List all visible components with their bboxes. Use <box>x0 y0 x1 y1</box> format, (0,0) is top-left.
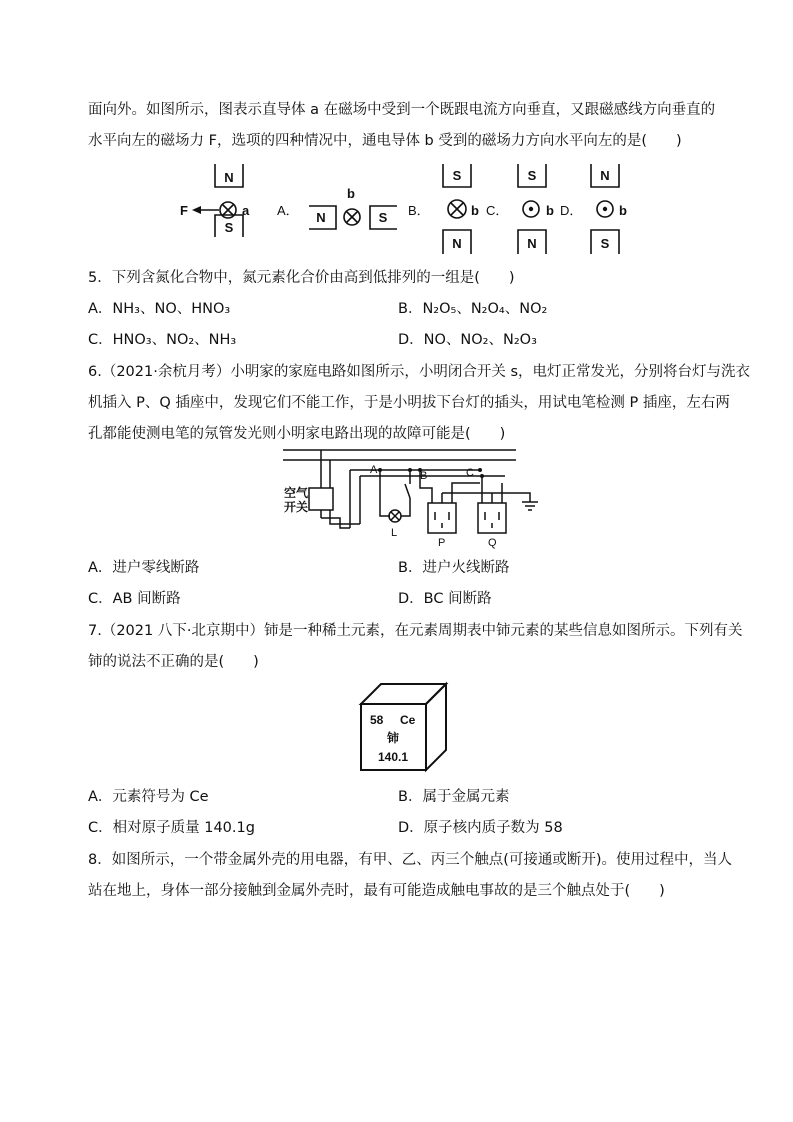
q5-option-a[interactable]: A．NH₃、NO、HNO₃ <box>88 301 231 317</box>
q6-option-d[interactable]: D．BC 间断路 <box>398 591 492 607</box>
q4-c-pole-s: S <box>527 168 537 183</box>
q5-option-b[interactable]: B．N₂O₅、N₂O₄、NO₂ <box>398 301 548 317</box>
q6-text-line2: 机插入 P、Q 插座中，发现它们不能工作，于是小明拔下台灯的插头，用试电笔检测 P 插座，左右两 <box>88 395 730 411</box>
q5-stem: 5．下列含氮化合物中，氮元素化合价由高到低排列的一组是( ) <box>88 270 515 286</box>
q6-node-a: A <box>370 464 378 476</box>
q4-b-pole-s: S <box>452 168 462 183</box>
q7-option-c[interactable]: C．相对原子质量 140.1g <box>88 820 255 836</box>
q8-text-line2: 站在地上，身体一部分接触到金属外壳时，最有可能造成触电事故的是三个触点处于( ) <box>88 883 665 899</box>
q6-option-b[interactable]: B．进户火线断路 <box>398 560 510 576</box>
q4-a-pole-s: S <box>378 210 388 225</box>
q4-c-conductor-b: b <box>546 203 554 218</box>
q6-option-c[interactable]: C．AB 间断路 <box>88 591 181 607</box>
q6-air-switch-label-2: 开关 <box>284 500 309 514</box>
q7-element-symbol: Ce <box>400 713 416 727</box>
q4-b-pole-n: N <box>452 236 462 251</box>
q4-b-conductor-b: b <box>471 203 479 218</box>
q6-household-circuit-figure <box>0 448 793 558</box>
q8-text-line1: 8．如图所示，一个带金属外壳的用电器，有甲、乙、丙三个触点(可接通或断开)。使用过程中，当人 <box>88 852 733 868</box>
q7-element-cube-figure <box>0 680 793 780</box>
q7-text-line1: 7.（2021 八下·北京期中）铈是一种稀土元素，在元素周期表中铈元素的某些信息如图所示。下列有关 <box>88 623 743 639</box>
q4-d-pole-s: S <box>600 236 610 251</box>
q4-opt-b-label: B． <box>408 203 430 218</box>
q6-node-b: B <box>420 470 428 482</box>
q4-opt-c-label: C． <box>486 203 509 218</box>
q6-option-a[interactable]: A．进户零线断路 <box>88 560 200 576</box>
q4-a-conductor-b: b <box>347 186 355 201</box>
q4-text-line1: 面向外。如图所示，图表示直导体 a 在磁场中受到一个既跟电流方向垂直，又跟磁感线方向垂直的 <box>88 102 716 118</box>
q7-option-d[interactable]: D．原子核内质子数为 58 <box>398 820 563 836</box>
q4-magnetic-force-figure <box>0 160 793 260</box>
q4-opt-d-label: D． <box>560 203 583 218</box>
q7-text-line2: 铈的说法不正确的是( ) <box>88 654 259 670</box>
q4-opt-a-label: A． <box>277 203 299 218</box>
q4-ref-pole-n: N <box>224 170 234 185</box>
q4-a-pole-n: N <box>316 210 326 225</box>
q6-node-c: C <box>466 467 474 479</box>
q4-force-label: F <box>180 203 188 218</box>
q6-lamp-label: L <box>391 527 398 539</box>
q4-d-conductor-b: b <box>619 203 627 218</box>
q4-c-pole-n: N <box>527 236 537 251</box>
q4-d-pole-n: N <box>600 168 610 183</box>
q4-ref-pole-s: S <box>224 220 234 235</box>
q6-text-line3: 孔都能使测电笔的氖管发光则小明家电路出现的故障可能是( ) <box>88 426 506 442</box>
q5-option-c[interactable]: C．HNO₃、NO₂、NH₃ <box>88 332 237 348</box>
q6-text-line1: 6.（2021·余杭月考）小明家的家庭电路如图所示，小明闭合开关 s，电灯正常发光，分别将台灯与洗衣 <box>88 364 751 380</box>
q5-option-d[interactable]: D．NO、NO₂、N₂O₃ <box>398 332 537 348</box>
q4-conductor-a-label: a <box>242 203 250 218</box>
q7-option-a[interactable]: A．元素符号为 Ce <box>88 789 209 805</box>
q6-socket-q-label: Q <box>488 537 497 549</box>
q6-air-switch-label-1: 空气 <box>284 486 309 500</box>
q6-socket-p-label: P <box>438 537 446 549</box>
q4-text-line2: 水平向左的磁场力 F，选项的四种情况中，通电导体 b 受到的磁场力方向水平向左的是( ) <box>88 133 682 149</box>
q7-atomic-number: 58 <box>370 713 384 727</box>
q7-atomic-mass: 140.1 <box>377 750 409 764</box>
q7-element-name: 铈 <box>386 731 400 745</box>
q7-option-b[interactable]: B．属于金属元素 <box>398 789 510 805</box>
